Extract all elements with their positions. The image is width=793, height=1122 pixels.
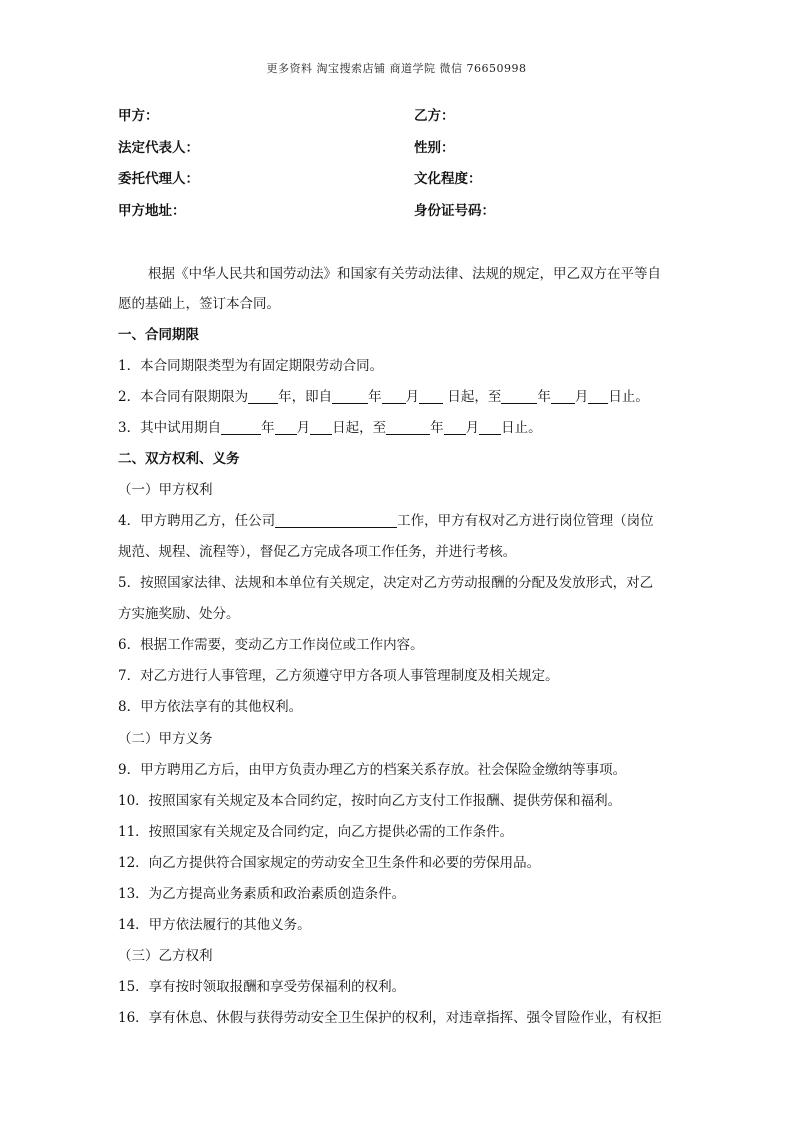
party-a-label: 甲方： (118, 108, 159, 124)
clause-14: 14．甲方依法履行的其他义务。 (118, 917, 311, 933)
clause-9: 9．甲方聘用乙方后，由甲方负责办理乙方的档案关系存放。社会保险金缴纳等事项。 (118, 762, 627, 778)
clause-2-text-b: 年，即自 (278, 389, 333, 405)
subsection-party-a-rights: （一）甲方权利 (118, 482, 213, 498)
clause-3-text-d: 日起，至 (332, 420, 387, 436)
clause-8: 8．甲方依法享有的其他权利。 (118, 699, 303, 715)
clause-2-text-e: 日起，至 (443, 389, 502, 405)
clause-1: 1．本合同期限类型为有固定期限劳动合同。 (118, 358, 384, 374)
clause-3-text-f: 月 (465, 420, 480, 436)
clause-11: 11．按照国家有关规定及合同约定，向乙方提供必需的工作条件。 (118, 824, 514, 840)
clause-2-text-a: 2．本合同有限期限为 (118, 389, 249, 405)
position-blank[interactable] (275, 513, 397, 528)
intro-line-1: 根据《中华人民共和国劳动法》和国家有关劳动法律、法规的规定，甲乙双方在平等自 (148, 266, 661, 282)
start-year-blank[interactable] (332, 389, 368, 404)
party-a-address-label: 甲方地址： (118, 203, 186, 219)
clause-3-text-c: 月 (296, 420, 311, 436)
clause-7: 7．对乙方进行人事管理，乙方须遵守甲方各项人事管理制度及相关规定。 (118, 668, 559, 684)
clause-13: 13．为乙方提高业务素质和政治素质创造条件。 (118, 886, 406, 902)
start-month-blank[interactable] (382, 389, 406, 404)
subsection-party-a-obligations: （二）甲方义务 (118, 731, 213, 747)
probation-start-day-blank[interactable] (310, 420, 332, 435)
clause-4-text-b: 工作，甲方有权对乙方进行岗位管理（岗位 (397, 513, 654, 529)
clause-4-line-2: 规范、规程、流程等），督促乙方完成各项工作任务，并进行考核。 (118, 544, 517, 560)
legal-representative-label: 法定代表人： (118, 140, 199, 156)
clause-5-line-1: 5．按照国家法律、法规和本单位有关规定，决定对乙方劳动报酬的分配及发放形式，对乙 (118, 575, 654, 591)
end-day-blank[interactable] (588, 389, 608, 404)
probation-end-day-blank[interactable] (479, 420, 501, 435)
clause-10: 10．按照国家有关规定及本合同约定，按时向乙方支付工作报酬、提供劳保和福利。 (118, 793, 622, 809)
clause-2-text-d: 月 (405, 389, 420, 405)
clause-4-line-1 (118, 509, 654, 529)
clause-6: 6．根据工作需要，变动乙方工作岗位或工作内容。 (118, 637, 424, 653)
party-b-label: 乙方： (414, 108, 455, 124)
clause-2-text-f: 年 (537, 389, 551, 405)
clause-2-text-h: 日止。 (608, 389, 649, 405)
clause-4-text-a: 4．甲方聘用乙方，任公司 (118, 513, 276, 529)
page-header: 更多资料 淘宝搜索店铺 商道学院 微信 76650998 (266, 62, 527, 75)
end-year-blank[interactable] (501, 389, 537, 404)
clause-15: 15．享有按时领取报酬和享受劳保福利的权利。 (118, 979, 406, 995)
start-day-blank[interactable] (419, 389, 443, 404)
clause-2 (118, 385, 649, 405)
clause-16: 16．享有休息、休假与获得劳动安全卫生保护的权利，对违章指挥、强令冒险作业，有权拒 (118, 1010, 662, 1026)
clause-3-text-e: 年 (430, 420, 444, 436)
id-number-label: 身份证号码： (414, 203, 495, 219)
probation-start-year-blank[interactable] (221, 420, 261, 435)
section-2-heading: 二、双方权利、义务 (118, 451, 240, 467)
clause-2-text-g: 月 (574, 389, 589, 405)
probation-end-year-blank[interactable] (386, 420, 430, 435)
section-1-heading: 一、合同期限 (118, 327, 199, 343)
end-month-blank[interactable] (551, 389, 575, 404)
clause-3-text-a: 3．其中试用期自 (118, 420, 222, 436)
clause-5-line-2: 方实施奖励、处分。 (118, 606, 240, 622)
subsection-party-b-rights: （三）乙方权利 (118, 948, 213, 964)
gender-label: 性别： (414, 140, 455, 156)
education-label: 文化程度： (414, 171, 482, 187)
clause-3-text-g: 日止。 (501, 420, 542, 436)
probation-end-month-blank[interactable] (444, 420, 466, 435)
clause-2-text-c: 年 (368, 389, 382, 405)
clause-3 (118, 416, 542, 436)
intro-line-2: 愿的基础上，签订本合同。 (118, 296, 280, 312)
agent-label: 委托代理人： (118, 171, 199, 187)
clause-3-text-b: 年 (261, 420, 275, 436)
clause-12: 12．向乙方提供符合国家规定的劳动安全卫生条件和必要的劳保用品。 (118, 855, 541, 871)
probation-start-month-blank[interactable] (275, 420, 297, 435)
term-years-blank[interactable] (248, 389, 278, 404)
